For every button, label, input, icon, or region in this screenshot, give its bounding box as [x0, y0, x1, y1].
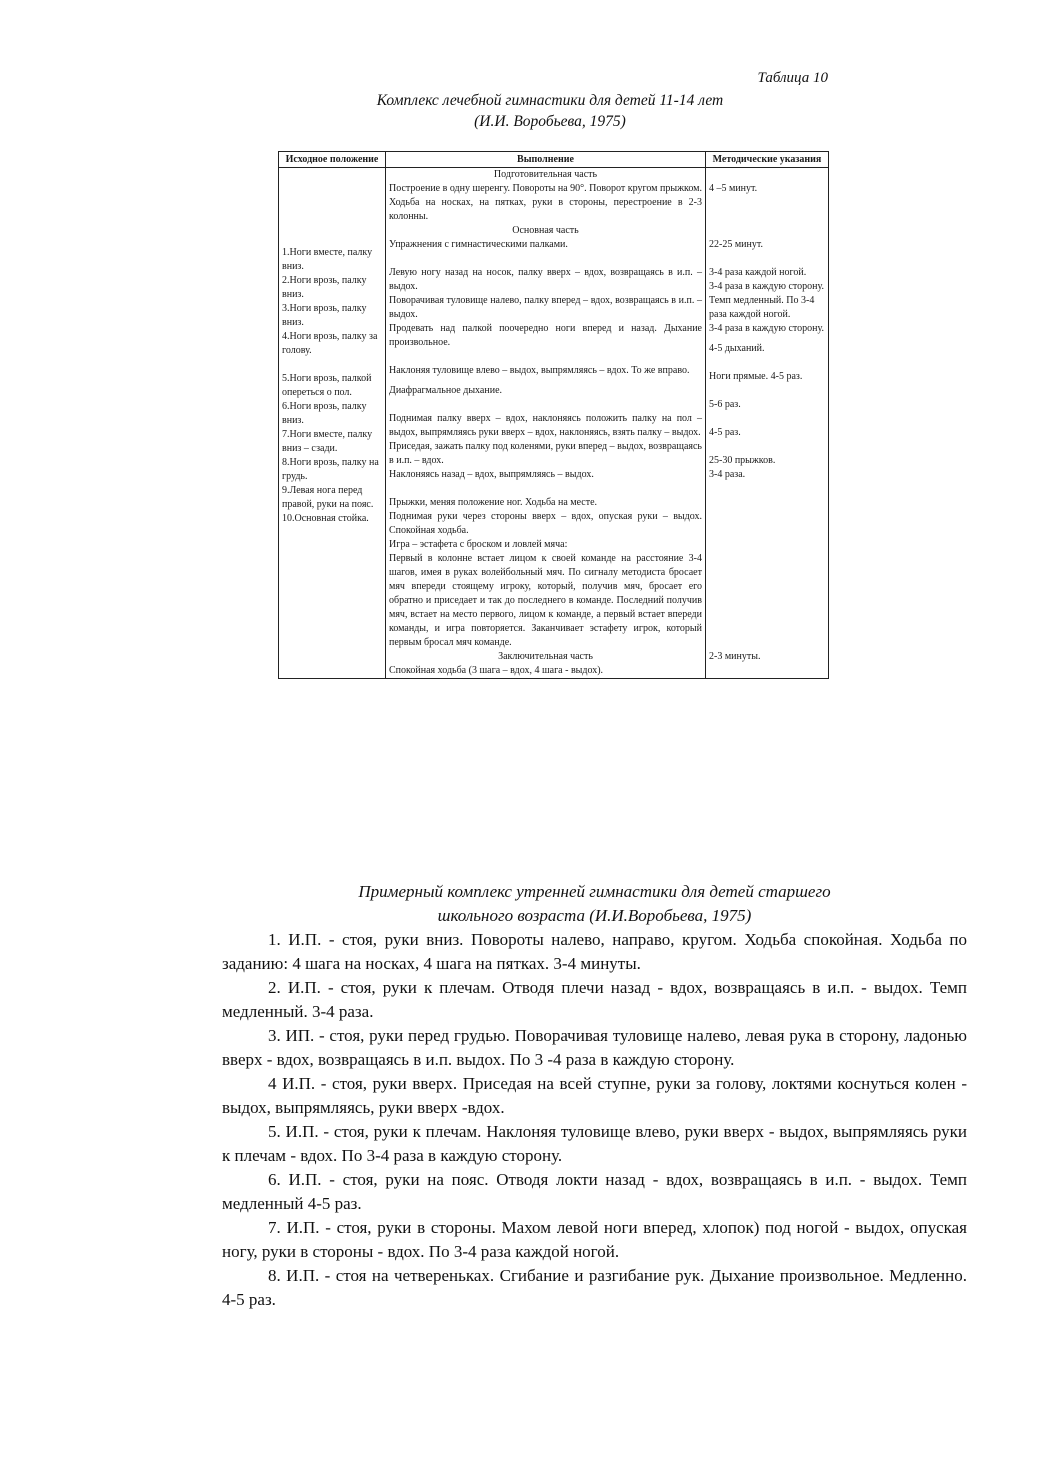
exercise-text: Приседая, зажать палку под коленями, руки вперед – выдох, возвращаясь в и.п. – вдох.: [389, 441, 702, 466]
guidance-text: Ноги прямые. 4-5 раз.: [709, 371, 803, 382]
exercise-text: Наклоняя туловище влево – выдох, выпрямляясь – вдох. То же вправо.: [389, 365, 690, 376]
start-position: 2.Ноги врозь, палку вниз.: [282, 275, 367, 300]
exercise-item: 7. И.П. - стоя, руки в стороны. Махом левой ноги вперед, хлопок) под ногой - выдох, опуская ногу, руки в стороны - вдох. По 3-4 раза каждой ногой.: [222, 1218, 967, 1261]
section-title-line: Примерный комплекс утренней гимнастики для детей старшего: [358, 882, 831, 901]
start-position: 6.Ноги врозь, палку вниз.: [282, 401, 367, 426]
exercise-text: Построение в одну шеренгу. Повороты на 90°. Поворот кругом прыжком. Ходьба на носках, на пятках, руки в стороны, перестроение в 2-3 колонны.: [389, 183, 702, 222]
exercise-text: Упражнения с гимнастическими палками.: [389, 239, 568, 250]
exercise-item: 2. И.П. - стоя, руки к плечам. Отводя плечи назад - вдох, возвращаясь в и.п. - выдох. Темп медленный. 3-4 раза.: [222, 978, 967, 1021]
exercise-text: Левую ногу назад на носок, палку вверх – вдох, возвращаясь в и.п. – выдох.: [389, 267, 702, 292]
col2-cell: [386, 168, 706, 679]
col3-cell: [706, 168, 829, 679]
table-title: [270, 90, 830, 132]
guidance-text: 3-4 раза каждой ногой.: [709, 267, 807, 278]
exercise-text: Поворачивая туловище налево, палку вперед – вдох, возвращаясь в и.п. – выдох.: [389, 295, 702, 320]
start-position: 4.Ноги врозь, палку за голову.: [282, 331, 378, 356]
exercise-text: Наклоняясь назад – вдох, выпрямляясь – выдох.: [389, 469, 594, 480]
column-header: Методические указания: [706, 152, 829, 168]
start-position: 3.Ноги врозь, палку вниз.: [282, 303, 367, 328]
gymnastics-table: [278, 151, 829, 679]
guidance-text: 3-4 раза в каждую сторону.: [709, 323, 825, 334]
table-title-line: Комплекс лечебной гимнастики для детей 11-14 лет: [376, 92, 724, 109]
column-header: Выполнение: [386, 152, 706, 168]
guidance-text: 2-3 минуты.: [709, 651, 761, 662]
guidance-text: 4 –5 минут.: [709, 183, 758, 194]
guidance-text: 5-6 раз.: [709, 399, 741, 410]
guidance-text: 22-25 минут.: [709, 239, 763, 250]
guidance-text: 3-4 раза в каждую сторону.: [709, 281, 825, 292]
table-title-line: (И.И. Воробьева, 1975): [474, 113, 626, 130]
section-title-line: школьного возраста (И.И.Воробьева, 1975): [437, 906, 752, 925]
table-row: [279, 168, 829, 679]
start-position: 1.Ноги вместе, палку вниз.: [282, 247, 373, 272]
exercise-text: Поднимая руки через стороны вверх – вдох, опуская руки – выдох. Спокойная ходьба.: [389, 511, 702, 536]
table-number: Таблица 10: [757, 70, 828, 86]
exercise-text: Первый в колонне встает лицом к своей команде на расстояние 3-4 шагов, имея в руках волейбольный мяч. По сигналу методиста бросает мяч впереди стоящему игроку, который, получив мяч, бросает его обратно и приседает и так до последнего в команде. Последний получив мяч, встает на место первого, лицом к команде, а первый встает впереди команды, и игра повторяется. Заканчивает эстафету игрок, который первым бросал мяч команде.: [389, 553, 702, 648]
start-position: 7.Ноги вместе, палку вниз – сзади.: [282, 429, 373, 454]
guidance-text: 4-5 раз.: [709, 427, 741, 438]
exercise-text: Спокойная ходьба (3 шага – вдох, 4 шага - выдох).: [389, 665, 604, 676]
exercise-item: 8. И.П. - стоя на четвереньках. Сгибание и разгибание рук. Дыхание произвольное. Медленно. 4-5 раз.: [222, 1266, 967, 1309]
guidance-text: 25-30 прыжков.: [709, 455, 776, 466]
start-position: 9.Левая нога перед правой, руки на пояс.: [282, 485, 374, 510]
start-position: 8.Ноги врозь, палку на грудь.: [282, 457, 379, 482]
start-position: 5.Ноги врозь, палкой опереться о пол.: [282, 373, 372, 398]
table-header-row: [279, 152, 829, 168]
exercise-text: Прыжки, меняя положение ног. Ходьба на месте.: [389, 497, 598, 508]
exercise-text: Игра – эстафета с броском и ловлей мяча:: [389, 539, 568, 550]
start-position: 10.Основная стойка.: [282, 513, 369, 524]
section-heading: Основная часть: [512, 225, 579, 236]
exercise-item: 4 И.П. - стоя, руки вверх. Приседая на всей ступне, руки за голову, локтями коснуться колен - выдох, выпрямляясь, руки вверх -вдох.: [222, 1074, 967, 1117]
exercise-item: 3. ИП. - стоя, руки перед грудью. Поворачивая туловище налево, левая рука в сторону, ладонью вверх - вдох, возвращаясь в и.п. выдох. По 3 -4 раза в каждую сторону.: [222, 1026, 967, 1069]
col1-cell: [279, 168, 386, 679]
exercise-text: Продевать над палкой поочередно ноги вперед и назад. Дыхание произвольное.: [389, 323, 702, 348]
guidance-text: Темп медленный. По 3-4 раза каждой ногой.: [709, 295, 815, 320]
morning-gymnastics-section: [222, 880, 967, 1312]
section-heading: Заключительная часть: [498, 651, 593, 662]
exercise-item: 6. И.П. - стоя, руки на пояс. Отводя локти назад - вдох, возвращаясь в и.п. - выдох. Темп медленный 4-5 раз.: [222, 1170, 967, 1213]
section-heading: Подготовительная часть: [493, 169, 598, 180]
guidance-text: 3-4 раза.: [709, 469, 746, 480]
column-header: Исходное положение: [279, 152, 386, 168]
exercise-text: Диафрагмальное дыхание.: [389, 385, 503, 396]
guidance-text: 4-5 дыханий.: [709, 343, 765, 354]
exercise-item: 5. И.П. - стоя, руки к плечам. Наклоняя туловище влево, руки вверх - выдох, выпрямляясь руки к плечам - вдох. По 3-4 раза в каждую сторону.: [222, 1122, 967, 1165]
exercise-text: Поднимая палку вверх – вдох, наклоняясь положить палку на пол – выдох, выпрямляясь руки вверх – вдох, наклоняясь, взять палку – выдох.: [389, 413, 702, 438]
exercise-item: 1. И.П. - стоя, руки вниз. Повороты налево, направо, кругом. Ходьба спокойная. Ходьба по заданию: 4 шага на носках, 4 шага на пятках. 3-4 минуты.: [222, 930, 967, 973]
